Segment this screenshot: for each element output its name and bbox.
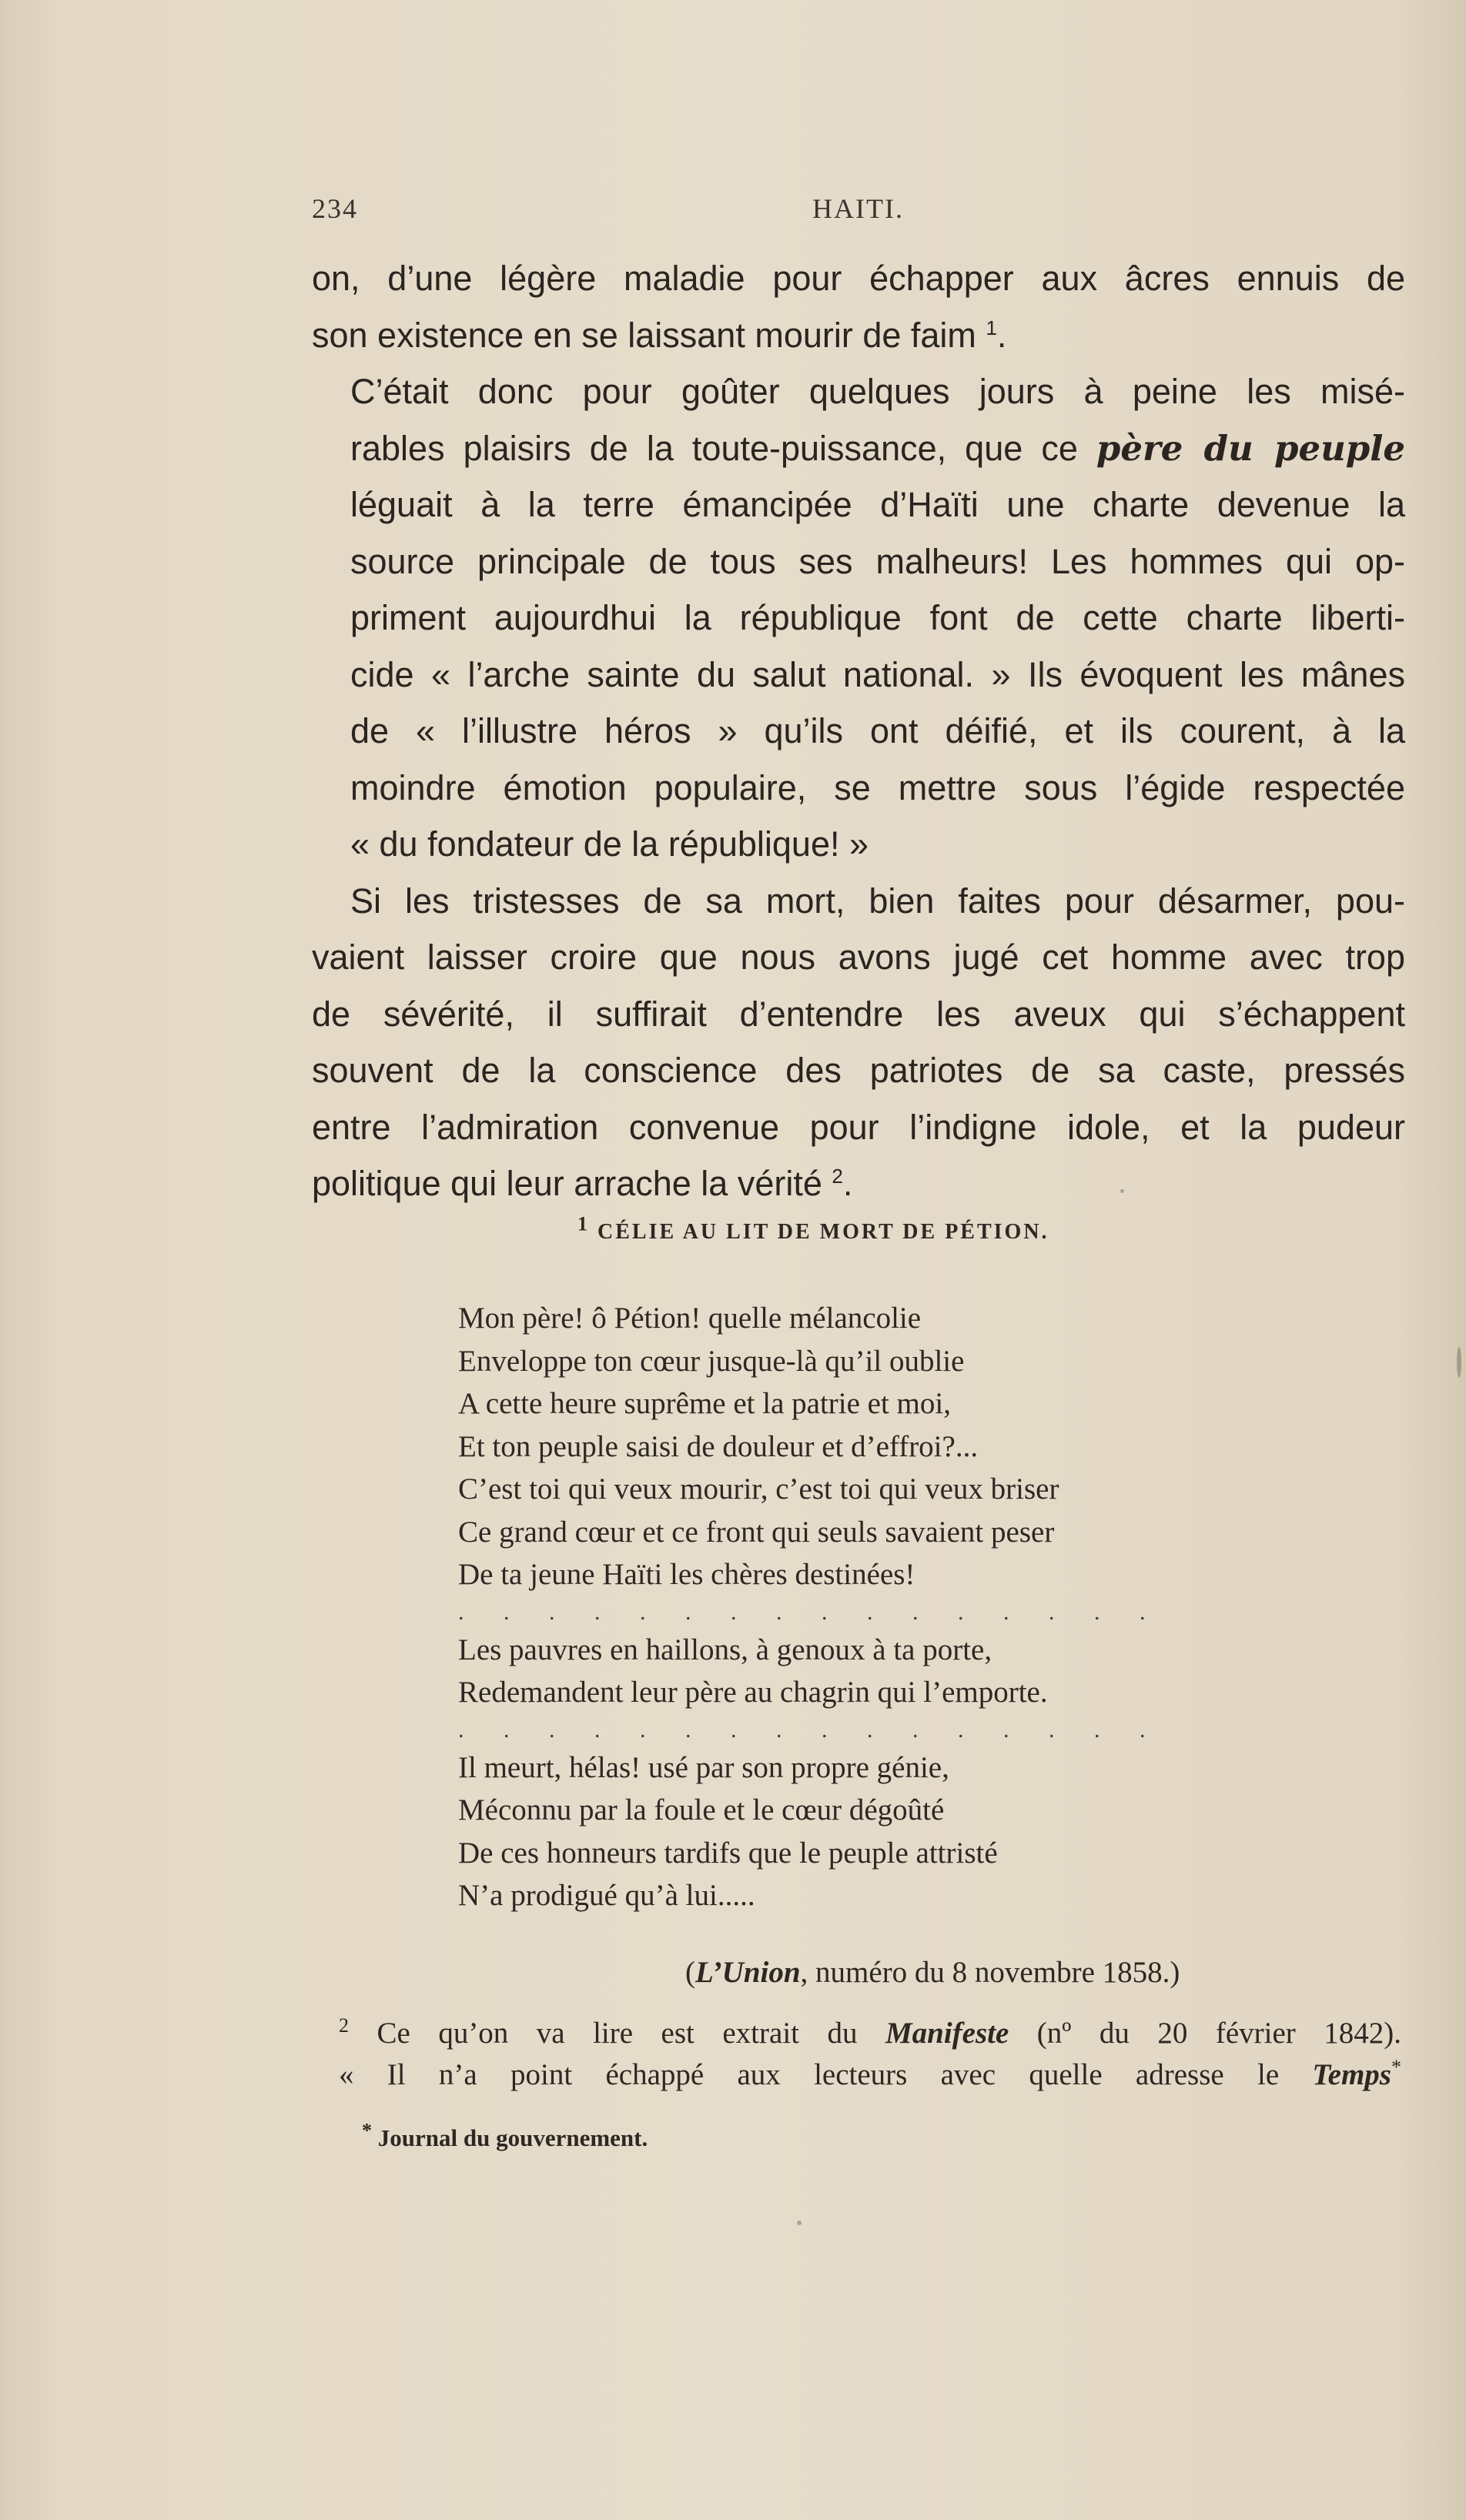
- poem-line: Enveloppe ton cœur jusque-là qu’il oublie: [458, 1344, 965, 1378]
- text-line: cide « l’arche sainte du salut national. » Ils évoquent les mânes: [350, 654, 1405, 694]
- subnote-ref: *: [1391, 2056, 1401, 2078]
- poem-line: A cette heure suprême et la patrie et moi,: [458, 1387, 951, 1420]
- text-segment: Ce qu’on va lire est extrait du: [377, 2017, 885, 2050]
- text-segment: (nº du 20 février 1842).: [1009, 2017, 1402, 2050]
- poem-heading: [577, 1212, 1116, 1245]
- text-line: source principale de tous ses malheurs! Les hommes qui op-: [350, 541, 1405, 581]
- text-line: [312, 307, 1405, 364]
- poem-line: Ce grand cœur et ce front qui seuls savaient peser: [458, 1515, 1055, 1549]
- citation-rest: , numéro du 8 novembre 1858.): [800, 1956, 1180, 1989]
- emphasis-pere-du-peuple: père du peuple: [1096, 427, 1405, 469]
- paper-mark: [1120, 1189, 1124, 1193]
- paper-mark: [1457, 1347, 1461, 1378]
- poem-line: Mon père! ô Pétion! quelle mélancolie: [458, 1302, 922, 1335]
- poem-line: Il meurt, hélas! usé par son propre génie,: [458, 1750, 949, 1784]
- text-line: Si les tristesses de sa mort, bien faites pour désarmer, pou-: [350, 881, 1405, 921]
- footnote-marker: 1: [577, 1212, 590, 1235]
- paragraph-3: [312, 873, 1405, 1212]
- paper-mark: [797, 2221, 802, 2225]
- text-segment: politique qui leur arrache la vérité: [312, 1164, 822, 1203]
- text-line: priment aujourdhui la république font de cette charte liberti-: [350, 598, 1405, 637]
- note-line: [339, 2013, 1401, 2054]
- footnote-ref-2: 2: [832, 1165, 843, 1188]
- subnote-text: Journal du gouvernement.: [377, 2124, 648, 2151]
- main-text: [312, 250, 1405, 1212]
- running-title: HAITI.: [812, 193, 904, 224]
- citation-source: L’Union: [695, 1956, 801, 1989]
- text-line: vaient laisser croire que nous avons jugé cet homme avec trop: [312, 937, 1405, 977]
- text-line: [312, 420, 1405, 477]
- note-line: [339, 2054, 1401, 2096]
- text-line: léguait à la terre émancipée d’Haïti une charte devenue la: [350, 485, 1405, 524]
- text-line: « du fondateur de la république! »: [350, 824, 869, 864]
- text-line: C’était donc pour goûter quelques jours à peine les misé-: [350, 372, 1405, 411]
- footnote-ref-1: 1: [986, 316, 997, 339]
- paragraph-2: [312, 363, 1405, 873]
- paragraph-1: [312, 250, 1405, 363]
- poem-line: Les pauvres en haillons, à genoux à ta porte,: [458, 1633, 992, 1666]
- text-line: [312, 1155, 1405, 1212]
- poem-line: Méconnu par la foule et le cœur dégoûté: [458, 1793, 945, 1826]
- ellipsis-row: . . . . . . . . . . . . . . . .: [458, 1599, 1163, 1625]
- text-segment: son existence en se laissant mourir de faim: [312, 315, 976, 355]
- text-segment: rables plaisirs de la toute-puissance, que ce: [350, 428, 1096, 468]
- footnote-marker: 2: [339, 2014, 349, 2037]
- poem-line: De ta jeune Haïti les chères destinées!: [458, 1558, 915, 1591]
- citation-open: (: [685, 1956, 695, 1989]
- footnote-2: [339, 2013, 1401, 2096]
- text-segment: .: [996, 315, 1007, 355]
- text-line: on, d’une légère maladie pour échapper aux âcres ennuis de: [312, 259, 1405, 298]
- poem-line: N’a prodigué qu’à lui.....: [458, 1879, 755, 1912]
- page-number: 234: [312, 193, 358, 224]
- running-head: [312, 192, 1405, 239]
- poem-line: De ces honneurs tardifs que le peuple attristé: [458, 1836, 998, 1870]
- ellipsis-row: . . . . . . . . . . . . . . . .: [458, 1716, 1163, 1743]
- poem-line: C’est toi qui veux mourir, c’est toi qui veux briser: [458, 1472, 1059, 1506]
- text-line: souvent de la conscience des patriotes de sa caste, pressés: [312, 1051, 1405, 1090]
- poem-citation: [685, 1955, 1180, 1990]
- text-segment: .: [842, 1164, 853, 1203]
- subnote-marker: *: [362, 2119, 372, 2142]
- subnote: [362, 2119, 648, 2152]
- poem: [458, 1297, 1305, 1917]
- text-line: entre l’admiration convenue pour l’indigne idole, et la pudeur: [312, 1107, 1405, 1147]
- text-segment: « Il n’a point échappé aux lecteurs avec quelle adresse le: [339, 2058, 1313, 2091]
- emphasis-manifeste: Manifeste: [885, 2017, 1009, 2050]
- text-line: de sévérité, il suffirait d’entendre les aveux qui s’échappent: [312, 994, 1405, 1034]
- poem-line: Et ton peuple saisi de douleur et d’effroi?...: [458, 1429, 979, 1463]
- poem-title: CÉLIE AU LIT DE MORT DE PÉTION.: [597, 1220, 1049, 1244]
- poem-line: Redemandent leur père au chagrin qui l’emporte.: [458, 1676, 1048, 1709]
- text-line: de « l’illustre héros » qu’ils ont déifié, et ils courent, à la: [350, 711, 1405, 750]
- emphasis-temps: Temps: [1312, 2058, 1391, 2091]
- text-line: moindre émotion populaire, se mettre sous l’égide respectée: [350, 767, 1405, 807]
